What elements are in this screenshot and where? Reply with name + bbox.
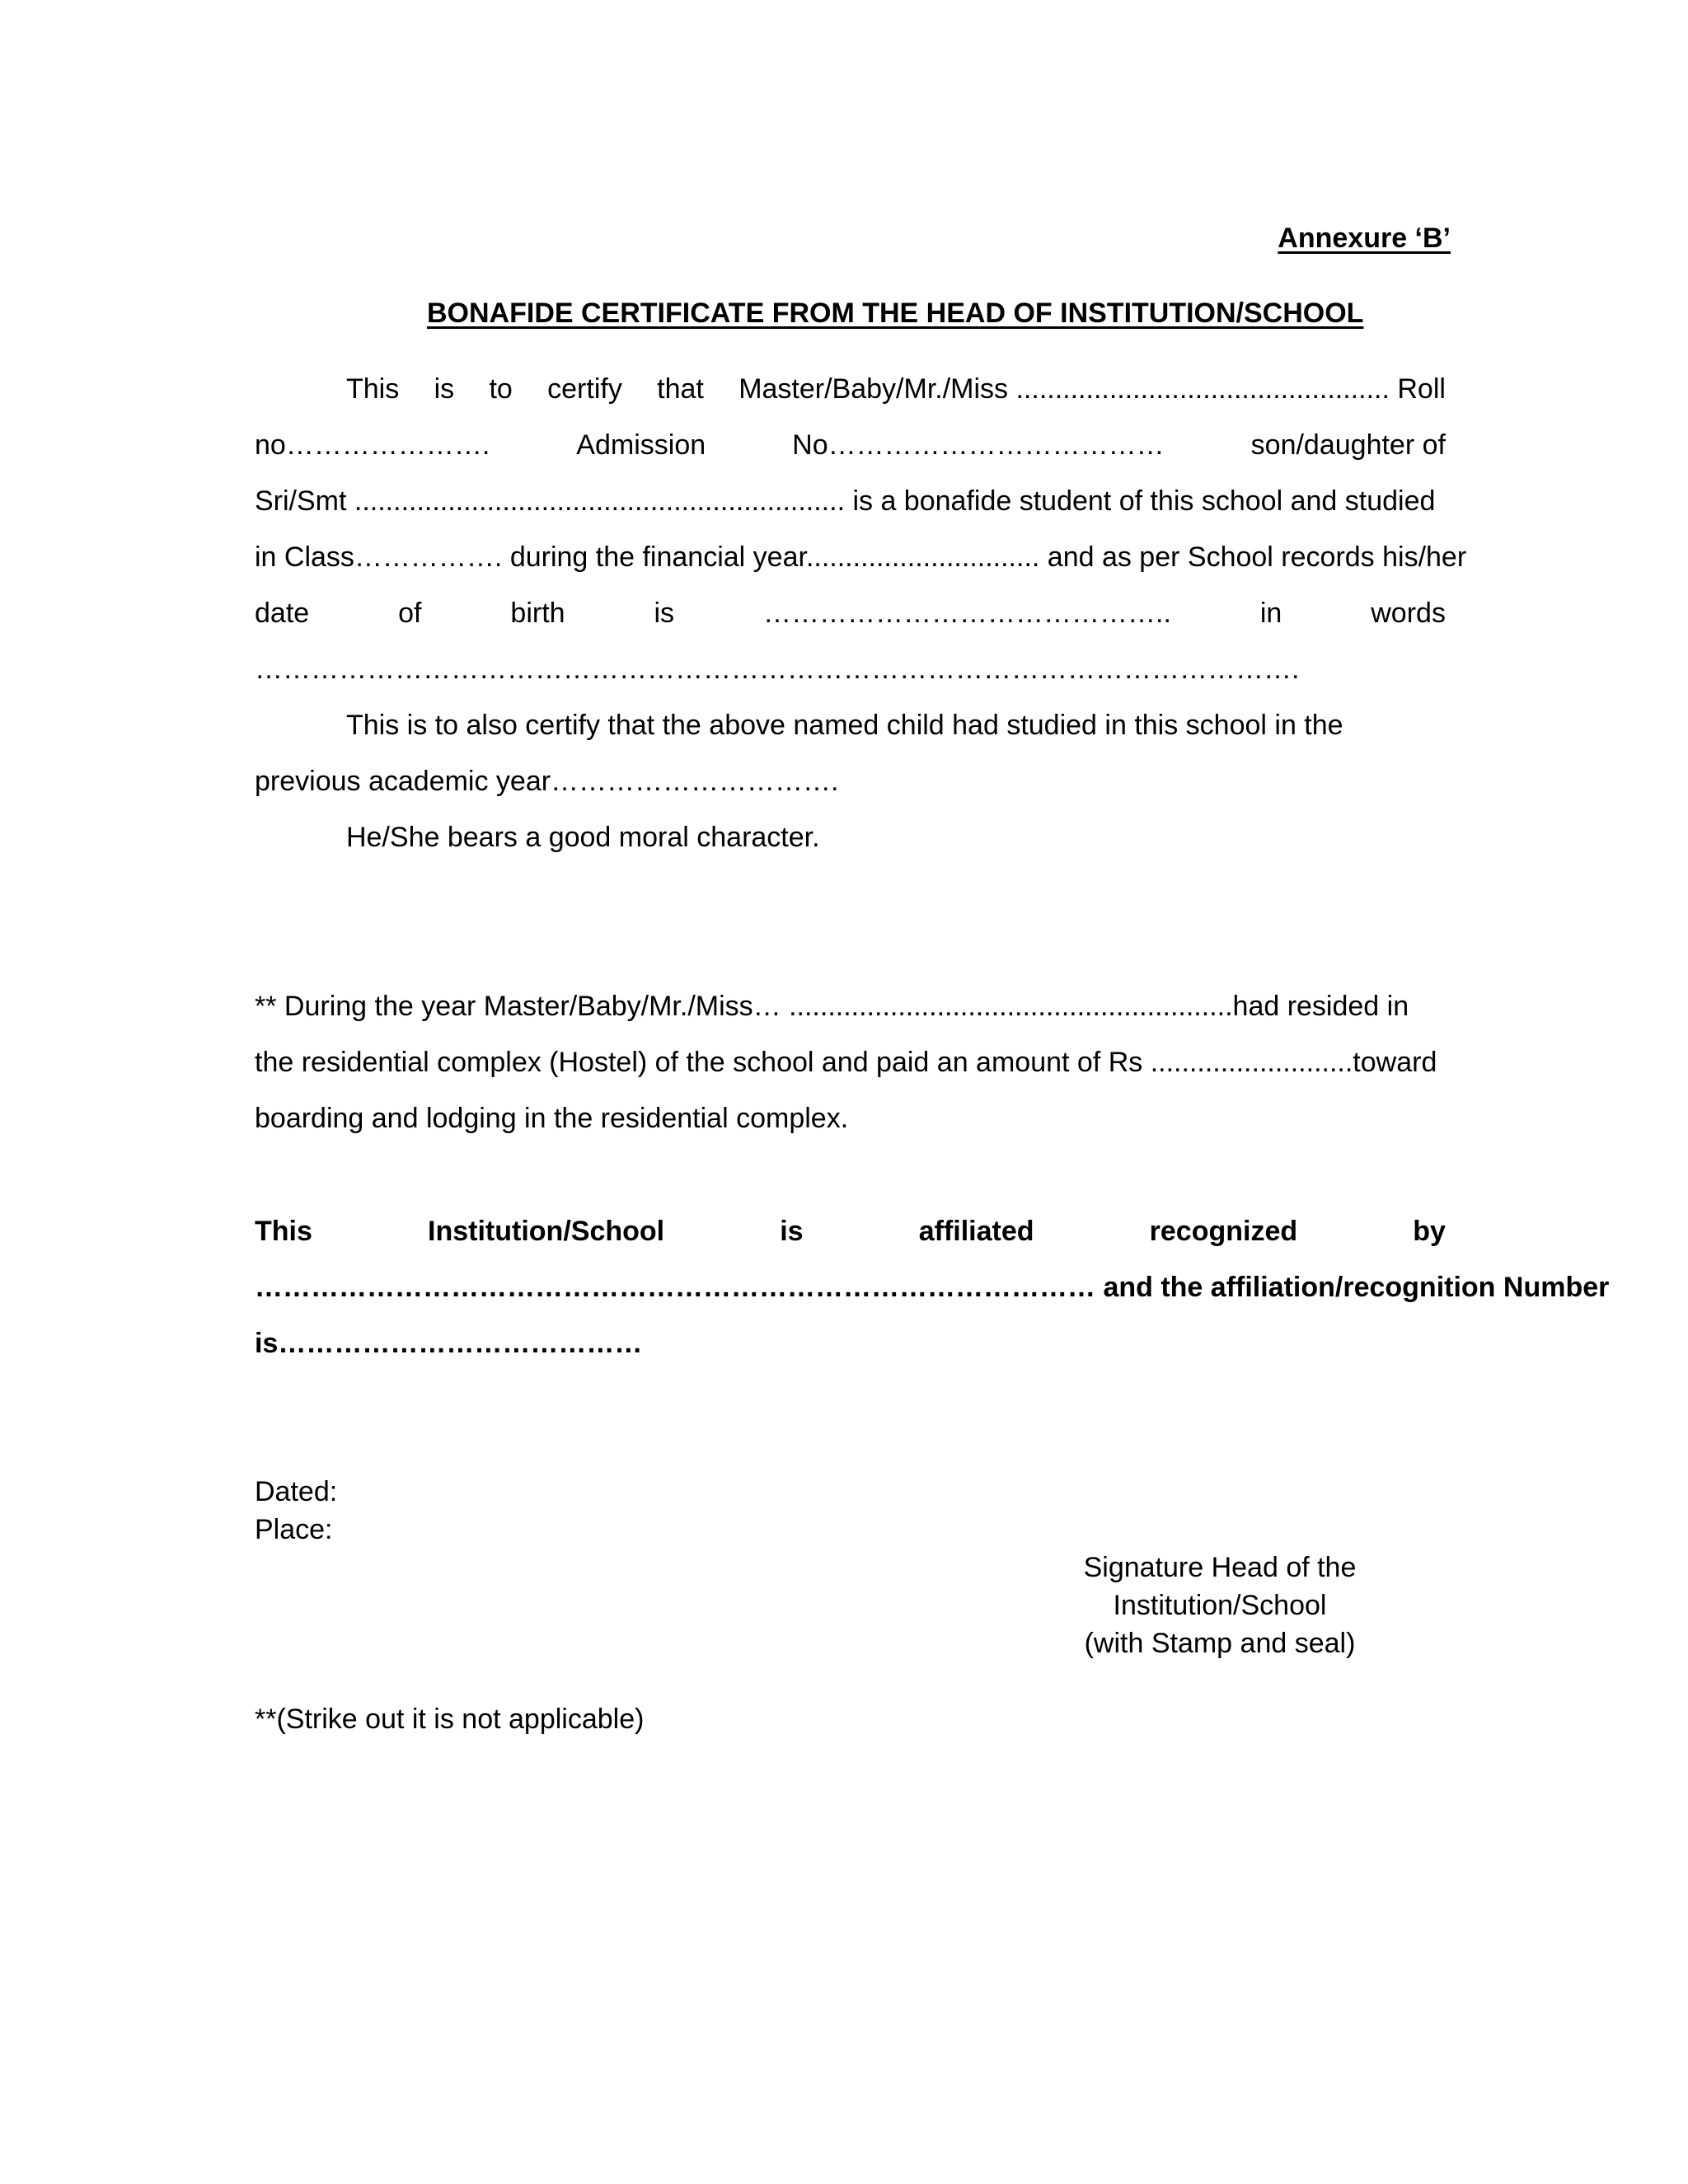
signature-block — [1047, 1549, 1393, 1662]
paragraph1-line5-word: date — [255, 598, 310, 629]
paragraph1-line1-word: Master/Baby/Mr./Miss ................................................ Roll — [738, 373, 1446, 405]
paragraph3: He/She bears a good moral character. — [346, 822, 820, 853]
affiliation-line1-word: This — [255, 1216, 312, 1247]
signature-line3: (with Stamp and seal) — [1084, 1628, 1356, 1659]
paragraph1-line2-word: no…………………. — [255, 429, 490, 461]
affiliation-line1 — [255, 1212, 1446, 1250]
paragraph1-line6: …………………………………………………………………………………………………. — [255, 654, 1300, 685]
paragraph1-line1-word: is — [434, 373, 455, 405]
place-label: Place: — [255, 1514, 333, 1545]
affiliation-line1-word: Institution/School — [428, 1216, 665, 1247]
affiliation-line1-word: by — [1413, 1216, 1446, 1247]
affiliation-line1-word: is — [780, 1216, 804, 1247]
paragraph1-line1 — [346, 370, 1446, 408]
paragraph1-line5 — [255, 594, 1446, 632]
annexure-label: Annexure ‘B’ — [1278, 223, 1451, 254]
hostel-line1: ** During the year Master/Baby/Mr./Miss… .........................................................had resided in — [255, 991, 1409, 1022]
paragraph1-line2-word: son/daughter of — [1250, 429, 1446, 461]
affiliation-line1-word: affiliated — [918, 1216, 1034, 1247]
paragraph1-line1-word: to — [489, 373, 513, 405]
affiliation-line3: is………………………………… — [255, 1328, 643, 1359]
paragraph1-line2 — [255, 426, 1446, 464]
paragraph1-line3: Sri/Smt ............................................................... is a bonafide student of this school and studied — [255, 485, 1436, 517]
paragraph1-line4: in Class……………. during the financial year.............................. and as per School records his/her — [255, 541, 1467, 573]
dated-label: Dated: — [255, 1476, 338, 1507]
paragraph1-line5-word: is — [654, 598, 675, 629]
paragraph2-line2: previous academic year…………………………. — [255, 766, 839, 797]
footnote: **(Strike out it is not applicable) — [255, 1704, 645, 1735]
paragraph1-line5-word: …………………………………….. — [763, 598, 1171, 629]
paragraph1-line2-word: Admission — [576, 429, 706, 461]
signature-line1: Signature Head of the — [1083, 1552, 1357, 1583]
paragraph1-line1-word: This — [346, 373, 400, 405]
paragraph1-line1-word: certify — [547, 373, 622, 405]
paragraph1-line1-word: that — [657, 373, 704, 405]
paragraph1-line5-word: birth — [510, 598, 565, 629]
paragraph2-line1: This is to also certify that the above named child had studied in this school in the — [346, 710, 1343, 741]
paragraph1-line2-word: No……………………………… — [792, 429, 1165, 461]
paragraph1-line5-word: words — [1371, 598, 1446, 629]
affiliation-line1-word: recognized — [1149, 1216, 1298, 1247]
hostel-line2: the residential complex (Hostel) of the school and paid an amount of Rs ..........................toward — [255, 1047, 1437, 1078]
hostel-line3: boarding and lodging in the residential complex. — [255, 1103, 849, 1134]
signature-line2: Institution/School — [1113, 1590, 1327, 1621]
affiliation-line2: ……………………………………………………………………………… and the affiliation/recognition Number — [255, 1272, 1610, 1303]
paragraph1-line5-word: of — [398, 598, 422, 629]
certificate-title: BONAFIDE CERTIFICATE FROM THE HEAD OF INSTITUTION/SCHOOL — [427, 298, 1364, 329]
paragraph1-line5-word: in — [1259, 598, 1282, 629]
